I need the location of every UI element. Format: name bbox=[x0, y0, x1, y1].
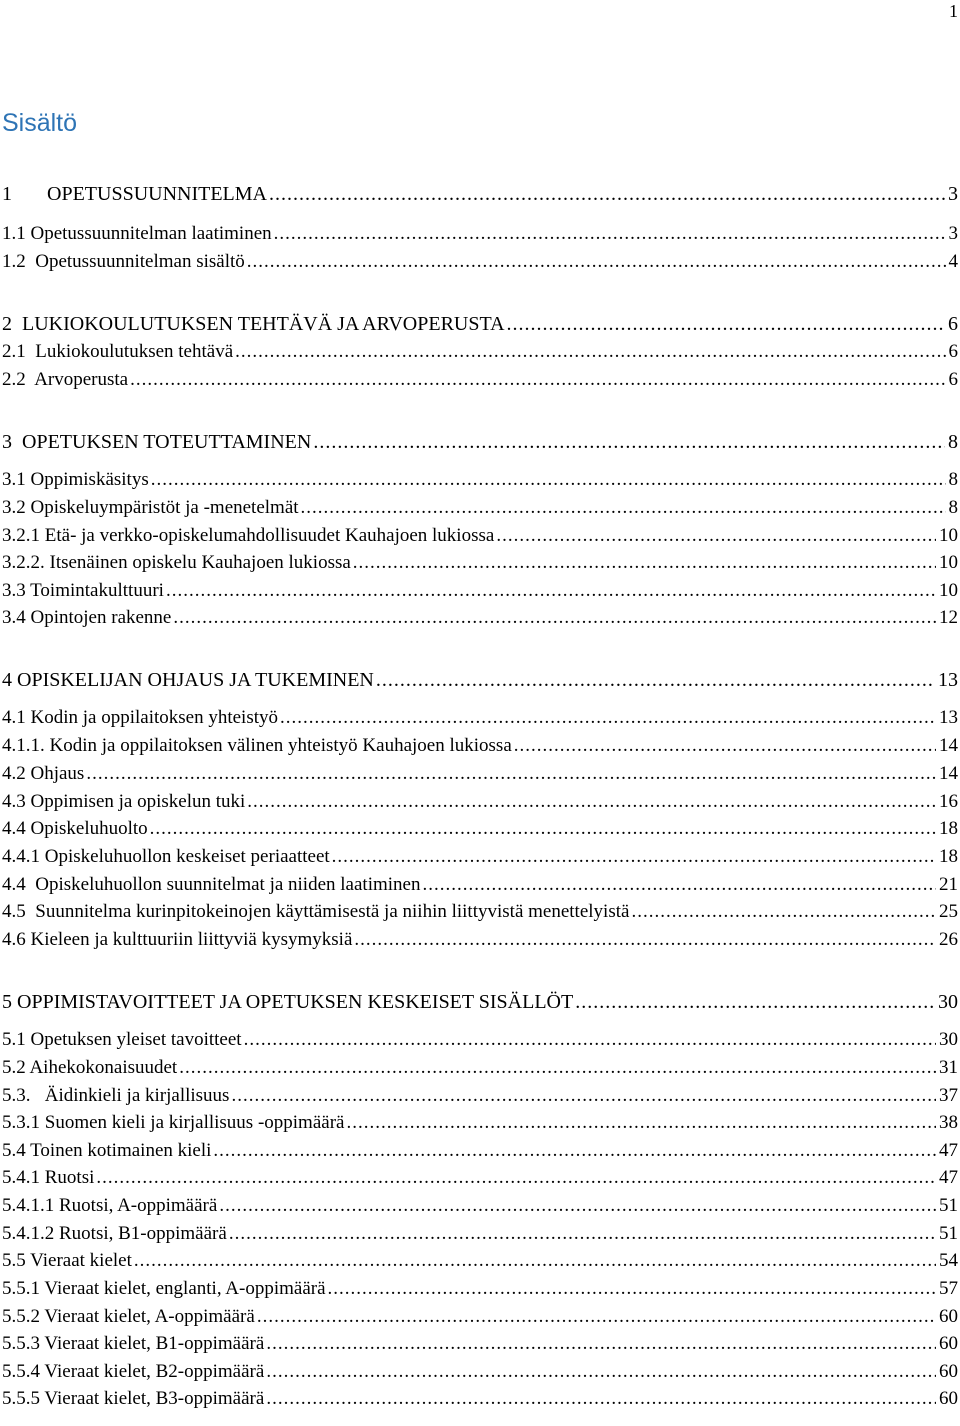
toc-entry-label: 4.1.1. Kodin ja oppilaitoksen välinen yhteistyö Kauhajoen lukiossa bbox=[2, 735, 512, 756]
toc-entry-page-number: 10 bbox=[939, 580, 958, 601]
toc-dot-leader bbox=[351, 550, 936, 576]
toc-entry-page-number: 6 bbox=[948, 341, 958, 362]
toc-entry[interactable] bbox=[2, 367, 958, 393]
toc-entry[interactable] bbox=[2, 816, 958, 842]
toc-entry[interactable] bbox=[2, 221, 958, 247]
toc-dot-leader bbox=[242, 1027, 936, 1053]
toc-entry-page-number: 18 bbox=[939, 818, 958, 839]
toc-entry-page-number: 6 bbox=[948, 313, 958, 335]
toc-entry-page-number: 51 bbox=[939, 1223, 958, 1244]
toc-entry-label: 3 OPETUKSEN TOTEUTTAMINEN bbox=[2, 431, 312, 453]
toc-entry-label: 3.3 Toimintakulttuuri bbox=[2, 580, 164, 601]
toc-dot-leader bbox=[272, 221, 946, 247]
toc-entry-label: 4.3 Oppimisen ja opiskelun tuki bbox=[2, 791, 246, 812]
toc-entry[interactable] bbox=[2, 311, 958, 337]
toc-entry-label: 1.2 Opetussuunnitelman sisältö bbox=[2, 251, 245, 272]
toc-dot-leader bbox=[573, 989, 935, 1015]
toc-entry[interactable] bbox=[2, 181, 958, 207]
toc-entry-page-number: 60 bbox=[939, 1388, 958, 1409]
toc-entry-page-number: 4 bbox=[948, 251, 958, 272]
toc-entry-label: 5.5 Vieraat kielet bbox=[2, 1250, 132, 1271]
toc-dot-leader bbox=[229, 1083, 936, 1109]
toc-entry-page-number: 30 bbox=[939, 1029, 958, 1050]
toc-entry-page-number: 14 bbox=[939, 763, 958, 784]
toc-entry-page-number: 8 bbox=[948, 431, 958, 453]
toc-entry[interactable] bbox=[2, 1083, 958, 1109]
toc-entry-label: 5.5.4 Vieraat kielet, B2-oppimäärä bbox=[2, 1361, 265, 1382]
toc-dot-leader bbox=[629, 899, 936, 925]
toc-entry[interactable] bbox=[2, 1193, 958, 1219]
toc-entry-label: 2 LUKIOKOULUTUKSEN TEHTÄVÄ JA ARVOPERUSTA bbox=[2, 313, 505, 335]
toc-dot-leader bbox=[217, 1193, 936, 1219]
toc-entry-page-number: 3 bbox=[948, 223, 958, 244]
toc-entry[interactable] bbox=[2, 705, 958, 731]
toc-dot-leader bbox=[374, 667, 935, 693]
toc-entry-page-number: 6 bbox=[948, 369, 958, 390]
toc-entry-page-number: 37 bbox=[939, 1085, 958, 1106]
toc-entry-page-number: 10 bbox=[939, 552, 958, 573]
toc-entry-label: 3.2 Opiskeluympäristöt ja -menetelmät bbox=[2, 497, 299, 518]
toc-entry[interactable] bbox=[2, 605, 958, 631]
toc-entry-label: 5.2 Aihekokonaisuudet bbox=[2, 1057, 178, 1078]
toc-entry[interactable] bbox=[2, 789, 958, 815]
toc-entry-page-number: 18 bbox=[939, 846, 958, 867]
toc-dot-leader bbox=[264, 1331, 936, 1357]
toc-entry-page-number: 31 bbox=[939, 1057, 958, 1078]
toc-entry-page-number: 10 bbox=[939, 525, 958, 546]
toc-entry[interactable] bbox=[2, 1055, 958, 1081]
toc-entry[interactable] bbox=[2, 927, 958, 953]
toc-dot-leader bbox=[164, 578, 936, 604]
toc-heading: Sisältö bbox=[2, 109, 78, 137]
toc-entry-page-number: 60 bbox=[939, 1306, 958, 1327]
toc-dot-leader bbox=[264, 1386, 936, 1412]
toc-entry-page-number: 51 bbox=[939, 1195, 958, 1216]
page-number: 1 bbox=[949, 1, 958, 21]
toc-entry-label: 5.4.1.1 Ruotsi, A-oppimäärä bbox=[2, 1195, 218, 1216]
toc-dot-leader bbox=[326, 1276, 936, 1302]
toc-entry[interactable] bbox=[2, 429, 958, 455]
toc-entry-page-number: 26 bbox=[939, 929, 958, 950]
toc-dot-leader bbox=[233, 339, 945, 365]
toc-entry-page-number: 8 bbox=[948, 497, 958, 518]
toc-entry-page-number: 16 bbox=[939, 791, 958, 812]
toc-dot-leader bbox=[149, 467, 946, 493]
toc-dot-leader bbox=[177, 1055, 936, 1081]
toc-entry-label: 5.4.1 Ruotsi bbox=[2, 1167, 95, 1188]
toc-entry[interactable] bbox=[2, 1165, 958, 1191]
toc-dot-leader bbox=[267, 181, 945, 207]
toc-entry[interactable] bbox=[2, 339, 958, 365]
toc-entry-page-number: 8 bbox=[948, 469, 958, 490]
toc-entry-page-number: 30 bbox=[938, 991, 958, 1013]
toc-entry-page-number: 60 bbox=[939, 1361, 958, 1382]
toc-entry[interactable] bbox=[2, 1248, 958, 1274]
toc-entry[interactable] bbox=[2, 733, 958, 759]
toc-entry-page-number: 25 bbox=[939, 901, 958, 922]
toc-entry-label: 4.4 Opiskeluhuollon suunnitelmat ja niiden laatiminen bbox=[2, 874, 421, 895]
toc-entry[interactable] bbox=[2, 667, 958, 693]
toc-entry-label: 5.5.1 Vieraat kielet, englanti, A-oppimäärä bbox=[2, 1278, 326, 1299]
toc-entry-label: 3.2.1 Etä- ja verkko-opiskelumahdollisuudet Kauhajoen lukiossa bbox=[2, 525, 495, 546]
toc-entry-label: 5.5.5 Vieraat kielet, B3-oppimäärä bbox=[2, 1388, 265, 1409]
toc-entry-label: 5.3. Äidinkieli ja kirjallisuus bbox=[2, 1085, 230, 1106]
toc-entry[interactable] bbox=[2, 495, 958, 521]
toc-entry-page-number: 38 bbox=[939, 1112, 958, 1133]
toc-entry-label: 1.1 Opetussuunnitelman laatiminen bbox=[2, 223, 272, 244]
toc-entry[interactable] bbox=[2, 249, 958, 275]
toc-dot-leader bbox=[84, 761, 936, 787]
toc-entry-label: 4 OPISKELIJAN OHJAUS JA TUKEMINEN bbox=[2, 669, 374, 691]
toc-dot-leader bbox=[278, 705, 936, 731]
toc-dot-leader bbox=[94, 1165, 936, 1191]
toc-entry-page-number: 21 bbox=[939, 874, 958, 895]
toc-entry-page-number: 14 bbox=[939, 735, 958, 756]
toc-dot-leader bbox=[227, 1221, 936, 1247]
toc-dot-leader bbox=[128, 367, 945, 393]
toc-entry-page-number: 3 bbox=[948, 183, 958, 205]
toc-dot-leader bbox=[505, 311, 945, 337]
toc-entry[interactable] bbox=[2, 550, 958, 576]
toc-entry-label: 5.4.1.2 Ruotsi, B1-oppimäärä bbox=[2, 1223, 227, 1244]
toc-entry-page-number: 54 bbox=[939, 1250, 958, 1271]
toc-dot-leader bbox=[211, 1138, 936, 1164]
toc-entry[interactable] bbox=[2, 1386, 958, 1412]
toc-entry-label: 1 OPETUSSUUNNITELMA bbox=[2, 183, 267, 205]
toc-entry-label: 4.4 Opiskeluhuolto bbox=[2, 818, 148, 839]
toc-entry[interactable] bbox=[2, 899, 958, 925]
toc-dot-leader bbox=[512, 733, 936, 759]
toc-dot-leader bbox=[494, 523, 936, 549]
toc-entry-label: 2.1 Lukiokoulutuksen tehtävä bbox=[2, 341, 234, 362]
toc-entry-page-number: 12 bbox=[939, 607, 958, 628]
toc-entry-label: 4.2 Ohjaus bbox=[2, 763, 85, 784]
toc-entry-page-number: 13 bbox=[938, 669, 958, 691]
toc-entry-label: 5.5.2 Vieraat kielet, A-oppimäärä bbox=[2, 1306, 255, 1327]
toc-dot-leader bbox=[264, 1359, 936, 1385]
toc-entry-page-number: 13 bbox=[939, 707, 958, 728]
toc-dot-leader bbox=[245, 789, 936, 815]
toc-entry[interactable] bbox=[2, 1359, 958, 1385]
toc-entry-label: 4.4.1 Opiskeluhuollon keskeiset periaatteet bbox=[2, 846, 330, 867]
toc-entry[interactable] bbox=[2, 761, 958, 787]
toc-dot-leader bbox=[299, 495, 946, 521]
toc-entry[interactable] bbox=[2, 1276, 958, 1302]
toc-entry-page-number: 47 bbox=[939, 1167, 958, 1188]
toc-entry-label: 3.4 Opintojen rakenne bbox=[2, 607, 172, 628]
toc-entry-label: 4.5 Suunnitelma kurinpitokeinojen käyttämisestä ja niihin liittyvistä menettelyistä bbox=[2, 901, 630, 922]
toc-entry[interactable] bbox=[2, 578, 958, 604]
toc-entry-label: 5.4 Toinen kotimainen kieli bbox=[2, 1140, 212, 1161]
toc-dot-leader bbox=[420, 872, 936, 898]
toc-entry-label: 5 OPPIMISTAVOITTEET JA OPETUKSEN KESKEISET SISÄLLÖT bbox=[2, 991, 574, 1013]
toc-entry[interactable] bbox=[2, 1221, 958, 1247]
toc-entry-page-number: 60 bbox=[939, 1333, 958, 1354]
toc-entry-page-number: 57 bbox=[939, 1278, 958, 1299]
toc-entry-label: 4.6 Kieleen ja kulttuuriin liittyviä kysymyksiä bbox=[2, 929, 353, 950]
toc-entry[interactable] bbox=[2, 872, 958, 898]
toc-dot-leader bbox=[255, 1304, 936, 1330]
toc-entry-label: 3.1 Oppimiskäsitys bbox=[2, 469, 149, 490]
toc-entry[interactable] bbox=[2, 1304, 958, 1330]
toc-dot-leader bbox=[344, 1110, 936, 1136]
toc-entry[interactable] bbox=[2, 844, 958, 870]
toc-entry[interactable] bbox=[2, 1331, 958, 1357]
toc-dot-leader bbox=[148, 816, 936, 842]
toc-dot-leader bbox=[352, 927, 936, 953]
toc-entry[interactable] bbox=[2, 1138, 958, 1164]
toc-entry-page-number: 47 bbox=[939, 1140, 958, 1161]
toc-entry[interactable] bbox=[2, 1027, 958, 1053]
toc-entry[interactable] bbox=[2, 523, 958, 549]
toc-dot-leader bbox=[330, 844, 936, 870]
toc-entry-label: 5.5.3 Vieraat kielet, B1-oppimäärä bbox=[2, 1333, 265, 1354]
toc-dot-leader bbox=[245, 249, 946, 275]
toc-dot-leader bbox=[171, 605, 936, 631]
toc-entry-label: 4.1 Kodin ja oppilaitoksen yhteistyö bbox=[2, 707, 279, 728]
toc-entry-label: 2.2 Arvoperusta bbox=[2, 369, 129, 390]
toc-entry[interactable] bbox=[2, 1110, 958, 1136]
toc-entry[interactable] bbox=[2, 467, 958, 493]
toc-entry[interactable] bbox=[2, 989, 958, 1015]
toc-dot-leader bbox=[132, 1248, 936, 1274]
toc-entry-label: 5.3.1 Suomen kieli ja kirjallisuus -oppimäärä bbox=[2, 1112, 345, 1133]
toc-entry-label: 5.1 Opetuksen yleiset tavoitteet bbox=[2, 1029, 242, 1050]
toc-entry-label: 3.2.2. Itsenäinen opiskelu Kauhajoen lukiossa bbox=[2, 552, 351, 573]
toc-dot-leader bbox=[311, 429, 945, 455]
